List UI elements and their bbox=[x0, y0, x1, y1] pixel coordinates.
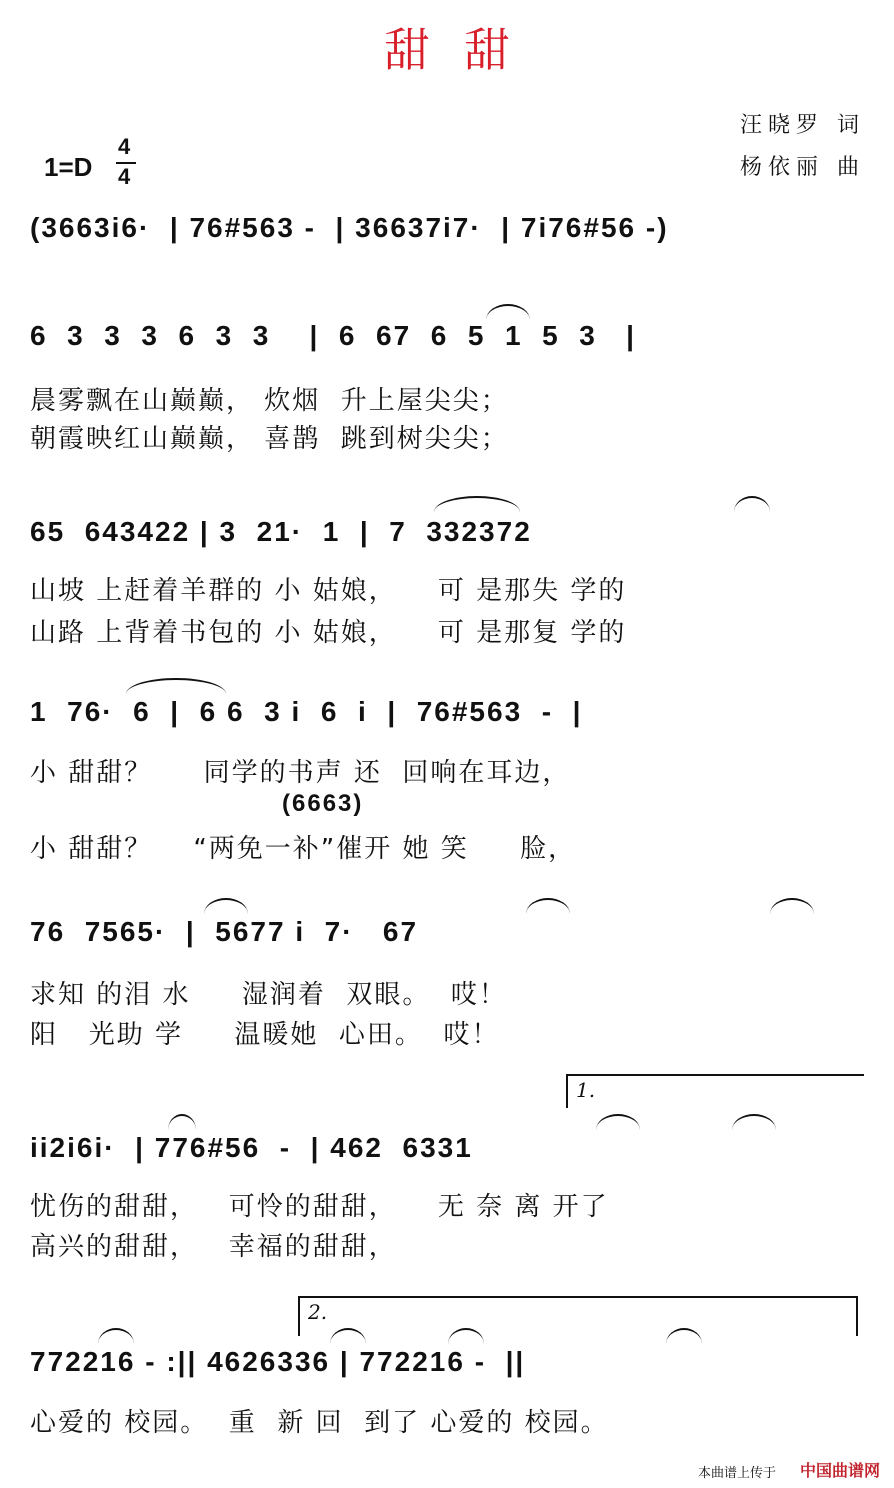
key-signature: 1=D bbox=[44, 152, 93, 182]
slur bbox=[126, 678, 226, 694]
meter-denominator: 4 bbox=[118, 164, 131, 189]
system-3-lyric-1: 小 甜甜？ 同学的书声 还 回响在耳边， bbox=[30, 758, 571, 788]
slur bbox=[330, 1328, 366, 1344]
slur bbox=[732, 1114, 776, 1130]
system-2-notes: 65 643422 | 3 21· 1 | 7 332372 bbox=[30, 516, 532, 547]
lyricist-credit: 汪晓罗 词 bbox=[740, 113, 865, 138]
system-1-lyric-1: 晨雾飘在山巅巅， 炊烟 升上屋尖尖； bbox=[30, 386, 509, 416]
upload-note: 本曲谱上传于 bbox=[697, 1466, 776, 1481]
slur bbox=[666, 1328, 702, 1344]
system-5-lyric-1: 忧伤的甜甜， 可怜的甜甜， 无 奈 离 开了 bbox=[30, 1192, 609, 1222]
volta-1-line bbox=[566, 1074, 864, 1076]
volta-2-end bbox=[856, 1296, 858, 1336]
song-title: 甜甜 bbox=[384, 23, 544, 77]
system-2-lyric-2: 山路 上背着书包的 小 姑娘， 可 是那复 学的 bbox=[30, 618, 627, 648]
slur bbox=[204, 898, 248, 914]
composer-credit: 杨依丽 曲 bbox=[740, 155, 865, 180]
system-1-lyric-2: 朝霞映红山巅巅， 喜鹊 跳到树尖尖； bbox=[30, 424, 509, 454]
system-3-notes: 1 76· 6 | 6 6 3 i 6 i | 76#563 - | bbox=[30, 696, 583, 727]
slur bbox=[168, 1114, 196, 1130]
system-0-notes: (3663i6· | 76#563 - | 36637i7· | 7i76#56 -) bbox=[30, 212, 669, 243]
system-6-notes: 772216 - :|| 4626336 | 772216 - || bbox=[30, 1346, 526, 1377]
slur bbox=[770, 898, 814, 914]
slur bbox=[434, 496, 520, 512]
system-3-alt-notes: (6663) bbox=[282, 790, 364, 817]
volta-1-number: 1. bbox=[576, 1078, 596, 1102]
site-logo: 中国曲谱网 bbox=[799, 1461, 880, 1480]
volta-2-number: 2. bbox=[308, 1300, 328, 1324]
volta-2-bracket bbox=[298, 1296, 300, 1336]
slur bbox=[448, 1328, 484, 1344]
slur bbox=[526, 898, 570, 914]
volta-2-line bbox=[298, 1296, 858, 1298]
slur bbox=[98, 1328, 134, 1344]
system-4-lyric-2: 阳 光助 学 温暖她 心田。 哎！ bbox=[30, 1020, 500, 1050]
system-1-notes: 6 3 3 3 6 3 3 | 6 67 6 5 1 5 3 | bbox=[30, 320, 636, 351]
slur bbox=[596, 1114, 640, 1130]
volta-1-bracket bbox=[566, 1074, 568, 1108]
system-4-notes: 76 7565· | 5677 i 7· 67 bbox=[30, 916, 419, 947]
system-5-lyric-2: 高兴的甜甜， 幸福的甜甜， bbox=[30, 1232, 397, 1262]
system-3-lyric-2: 小 甜甜？ “两免一补”催开 她 笑 脸， bbox=[30, 834, 577, 864]
meter-numerator: 4 bbox=[118, 134, 131, 159]
system-5-notes: ii2i6i· | 776#56 - | 462 6331 bbox=[30, 1132, 473, 1163]
system-6-lyric-1: 心爱的 校园。 重 新 回 到了 心爱的 校园。 bbox=[30, 1408, 609, 1438]
system-4-lyric-1: 求知 的泪 水 湿润着 双眼。 哎！ bbox=[30, 980, 507, 1010]
slur bbox=[486, 304, 530, 320]
slur bbox=[734, 496, 770, 512]
system-2-lyric-1: 山坡 上赶着羊群的 小 姑娘， 可 是那失 学的 bbox=[30, 576, 627, 606]
